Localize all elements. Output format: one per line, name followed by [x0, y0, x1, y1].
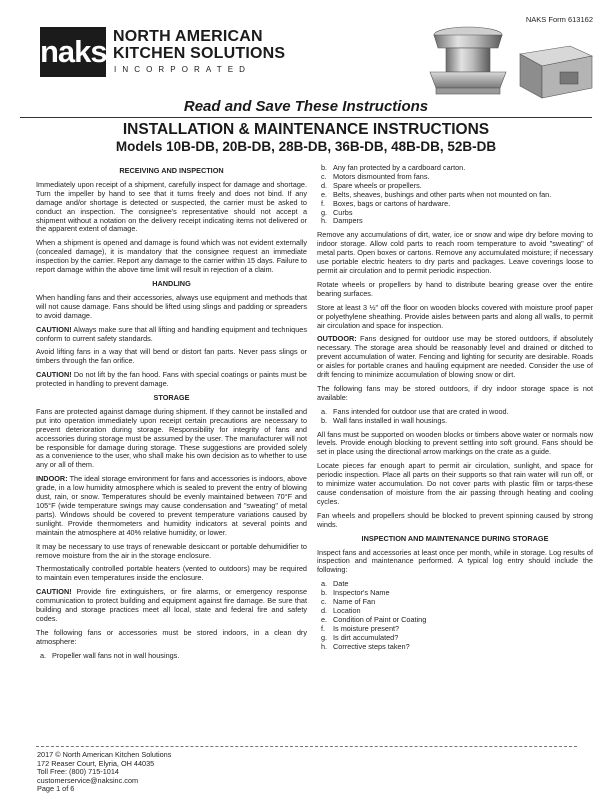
footer-email[interactable]: customerservice@naksinc.com: [37, 775, 139, 785]
logo-line-3: INCORPORATED: [114, 65, 252, 74]
list-text: Dampers: [333, 216, 363, 226]
caution-label: CAUTION!: [36, 587, 72, 597]
caution-label: CAUTION!: [36, 370, 72, 380]
handling-heading: HANDLING: [152, 278, 191, 288]
handling-paragraph: Avoid lifting fans in a way that will bend or distort fan parts. Never pass slings or timbers through the fan orifice.: [36, 347, 307, 366]
company-logo: [40, 27, 290, 83]
footer: [37, 751, 171, 794]
footer-phone: Toll Free: (800) 715-1014: [37, 767, 119, 777]
page-number: Page 1 of 6: [37, 784, 75, 794]
storage-paragraph: Thermostatically controlled portable heaters (vented to outdoors) may be required to maintain even temperatures inside the enclosure.: [36, 564, 307, 583]
list-marker: b.: [321, 588, 328, 598]
storage-paragraph: Rotate wheels or propellers by hand to distribute bearing grease over the entire bearing surfaces.: [317, 279, 593, 298]
inspection-heading: INSPECTION AND MAINTENANCE DURING STORAGE: [361, 533, 549, 543]
list-text: Boxes, bags or cartons of hardware.: [333, 198, 451, 208]
list-marker: a.: [321, 406, 328, 416]
caution-text: Provide fire extinguishers, or fire alarms, or emergency response communication to protect building and equipment against fire damage. Be sure that building and storage practices meet all local, state and federal fire and safety codes.: [36, 587, 307, 623]
model-list: Models 10B-DB, 20B-DB, 28B-DB, 36B-DB, 48B-DB, 52B-DB: [115, 139, 497, 154]
list-text: Belts, sheaves, bushings and other parts when not mounted on fan.: [333, 189, 552, 199]
caution-text: Do not lift by the fan hood. Fans with special coatings or paints must be protected in handling to prevent damage.: [36, 370, 307, 389]
list-text: Inspector's Name: [333, 588, 390, 598]
list-marker: b.: [321, 415, 328, 425]
receiving-paragraph: Immediately upon receipt of a shipment, carefully inspect for damage and shortage. Turn the impeller by hand to see that it turns freely and does not bind. If any damage and/or shortage is detected or suspected, the carrier must be asked to conduct an inspection. The consignee's representative should not accept a shipment without a notation on the delivery receipt indicating items not delivered or the apparent extent of damage.: [36, 179, 307, 234]
header-divider: [20, 117, 592, 118]
headline: Read and Save These Instructions: [183, 98, 429, 115]
receiving-paragraph: When a shipment is opened and damage is found which was not evident externally (concealed damage), it is mandatory that the consignee request an immediate inspection by the carrier. Report any damage to the carrier within 15 days. Failure to report damage within the above time limit will result in rejection of a claim.: [36, 238, 307, 275]
list-marker: d.: [321, 605, 328, 615]
caution-paragraph: [36, 326, 307, 344]
list-marker: f.: [321, 198, 326, 208]
list-marker: a.: [321, 579, 328, 589]
list-text: Corrective steps taken?: [333, 641, 410, 651]
storage-paragraph: Remove any accumulations of dirt, water, ice or snow and wipe dry before moving to indoor storage. Allow cold parts to reach room temperature to avoid "sweating" of metal parts. Open boxes or cartons. Remove any accumulated moisture; if necessary use portable electric heaters to dry parts and packages. Leave coverings loose to permit air circulation and to permit periodic inspection.: [317, 230, 593, 275]
storage-paragraph: The following fans or accessories must be stored indoors, in a clean dry atmosphere:: [36, 627, 307, 646]
caution-paragraph: [36, 588, 307, 624]
list-text: Curbs: [333, 207, 353, 217]
logo-line-2: KITCHEN SOLUTIONS: [113, 45, 286, 62]
list-item: [36, 652, 307, 661]
receiving-heading: RECEIVING AND INSPECTION: [119, 166, 224, 175]
list-marker: a.: [40, 650, 47, 660]
list-text: Is dirt accumulated?: [333, 632, 399, 642]
logo-mark: naks: [40, 27, 106, 77]
storage-paragraph: Store at least 3 ½" off the floor on wooden blocks covered with moisture proof paper or polyethylene sheathing. Provide aisles between parts and along all walls, to permit air circulation and space for inspection.: [317, 302, 593, 330]
caution-text: Always make sure that all lifting and handling equipment and techniques conform to current safety standards.: [36, 324, 307, 343]
list-marker: g.: [321, 632, 328, 642]
list-marker: e.: [321, 614, 328, 624]
indoor-paragraph: [36, 475, 307, 537]
indoor-storage-list-continued: [317, 164, 593, 226]
fan-product-images: [420, 22, 595, 102]
handling-paragraph: When handling fans and their accessories, always use equipment and methods that will not cause damage. Fans should be lifted using slings and padding or spreaders to avoid damage.: [36, 292, 307, 320]
outdoor-paragraph: [317, 335, 593, 380]
box-fan-image: [520, 46, 592, 98]
list-marker: c.: [321, 597, 327, 607]
indoor-text: The ideal storage environment for fans and accessories is indoors, above grade, in a low humidity atmosphere which is sealed to prevent the entry of blowing dust, rain, or snow. Temperatures should be evenly maintained between 70°F and 105°F (wide temperature swings may cause condensation and "sweating" of metal parts). Windows should be covered to prevent temperature variations caused by sunlight. Provide thermometers and humidity indicators at several points and maintain the atmosphere at 40% relative humidity, or lower.: [36, 474, 307, 537]
list-text: Condition of Paint or Coating: [333, 614, 427, 624]
list-marker: h.: [321, 216, 328, 226]
list-marker: c.: [321, 171, 327, 181]
outdoor-label: OUTDOOR:: [317, 334, 357, 344]
indoor-label: INDOOR:: [36, 474, 68, 484]
indoor-storage-list: [36, 652, 307, 661]
list-marker: f.: [321, 623, 326, 633]
list-item: [317, 217, 593, 226]
caution-label: CAUTION!: [36, 324, 72, 334]
storage-paragraph: Fan wheels and propellers should be blocked to prevent spinning caused by strong winds.: [317, 510, 593, 529]
list-text: Wall fans installed in wall housings.: [333, 415, 448, 425]
page-title: INSTALLATION & MAINTENANCE INSTRUCTIONS: [122, 121, 490, 138]
list-text: Is moisture present?: [333, 623, 400, 633]
inspection-paragraph: Inspect fans and accessories at least once per month, while in storage. Log results of inspection and maintenance performed. A typical log entry should include the following:: [317, 547, 593, 575]
footer-copyright: 2017 © North American Kitchen Solutions: [37, 750, 172, 759]
footer-divider: [36, 746, 577, 747]
list-text: Date: [333, 579, 349, 589]
storage-paragraph: Locate pieces far enough apart to permit air circulation, sunlight, and space for periodic inspection. Place all parts on their supports so that rain water will run off, or to minimize water accumulation. Do not cover parts with plastic film or tarps-these cause condensation of moisture from the air passing through heating and cooling cycles.: [317, 461, 593, 506]
hooded-fan-image: [430, 27, 506, 94]
list-marker: b.: [321, 163, 328, 172]
storage-paragraph: It may be necessary to use trays of renewable desiccant or portable dehumidifier to remove moisture from the air in the storage enclosure.: [36, 541, 307, 560]
list-text: Motors dismounted from fans.: [333, 171, 430, 181]
storage-paragraph: The following fans may be stored outdoors, if dry indoor storage space is not available:: [317, 383, 593, 402]
log-entry-list: [317, 580, 593, 651]
list-marker: e.: [321, 189, 328, 199]
logo-line-1: NORTH AMERICAN: [113, 28, 263, 45]
list-text: Name of Fan: [333, 597, 376, 607]
storage-paragraph: All fans must be supported on wooden blocks or timbers above water or normals now levels. Provide enough blocking to prevent settling into soft ground. Fans should be set in place using the directional arrow markings on the crate as a guide.: [317, 429, 593, 457]
list-text: Fans intended for outdoor use that are crated in wood.: [333, 406, 509, 416]
list-marker: d.: [321, 180, 328, 190]
list-text: Spare wheels or propellers.: [333, 180, 422, 190]
list-item: [317, 643, 593, 652]
list-marker: h.: [321, 641, 328, 651]
storage-paragraph: Fans are protected against damage during shipment. If they cannot be installed and put into operation immediately upon receipt certain precautions are necessary to prevent deterioration during storage. Responsibility for integrity of fans and accessories during storage must be assumed by the user. The manufacturer will not be responsible for damage during storage. These suggestions are provided solely as a convenience to the user, who shall make his own decision as to whether to use any or all of them.: [36, 406, 307, 470]
list-item: [317, 417, 593, 426]
caution-paragraph: [36, 371, 307, 389]
list-text: Any fan protected by a cardboard carton.: [333, 163, 466, 172]
outdoor-text: Fans designed for outdoor use may be stored outdoors, if absolutely necessary. The storage area should be reasonably level and drained or ditched to prevent accumulation of water. Fencing and lighting for security are desirable. Roads or aisles for portable cranes and hauling equipment are needed. Consider the use of drift fencing to minimize accumulation of blowing snow or dirt.: [317, 334, 593, 380]
list-marker: g.: [321, 207, 328, 217]
storage-heading: STORAGE: [153, 393, 190, 403]
footer-address: 172 Reaser Court, Elyria, OH 44035: [37, 758, 155, 768]
list-text: Propeller wall fans not in wall housings.: [52, 650, 180, 660]
right-column: [317, 165, 593, 657]
list-text: Location: [333, 605, 361, 615]
form-number: NAKS Form 613162: [525, 15, 593, 24]
left-column: [36, 165, 307, 666]
list-item: [317, 200, 593, 209]
outdoor-storage-list: [317, 408, 593, 426]
